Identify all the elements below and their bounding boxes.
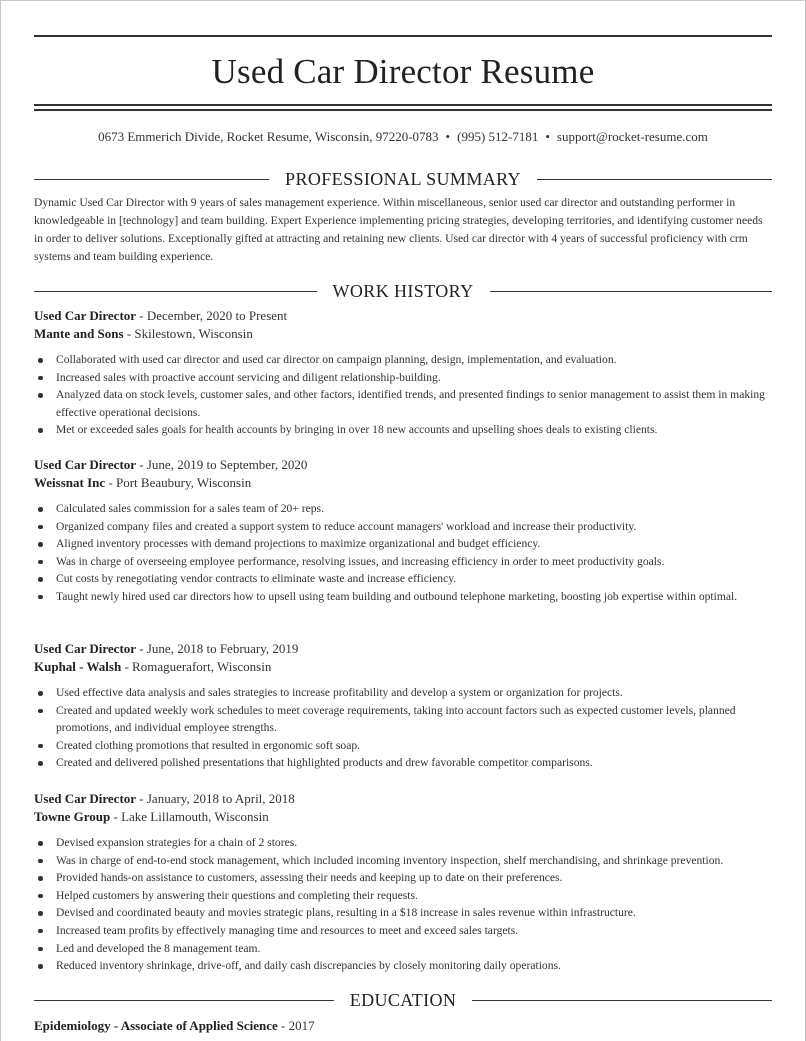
company-name: Weissnat Inc — [34, 475, 106, 490]
job-entry — [34, 790, 772, 975]
job-entry — [34, 307, 772, 439]
heading-rule — [490, 291, 773, 292]
bullet-item: Increased team profits by effectively managing time and resources to meet and exceed sales targets. — [34, 922, 772, 940]
bullet-item: Calculated sales commission for a sales team of 20+ reps. — [34, 500, 772, 518]
job-company-line — [34, 325, 772, 343]
bullet-item: Used effective data analysis and sales strategies to increase profitability and develop a system or organization for projects. — [34, 684, 772, 702]
education-entry — [34, 1017, 772, 1035]
section-heading-summary — [34, 169, 772, 189]
bullet-item: Created and updated weekly work schedules to meet coverage requirements, taking into account factors such as expected customer levels, planned promotions, and individual employee strengths. — [34, 702, 772, 737]
contact-separator: • — [545, 129, 550, 144]
education-degree: Associate of Applied Science — [120, 1018, 278, 1033]
contact-separator: • — [445, 129, 451, 144]
company-location: - Port Beaubury, Wisconsin — [105, 475, 252, 490]
heading-rule — [537, 179, 772, 180]
heading-rule — [472, 1000, 772, 1001]
job-entry — [34, 640, 772, 772]
summary-text: Dynamic Used Car Director with 9 years of sales management experience. Within miscellaneous, senior used car director and outstanding performer in knowledgeable in [technology] and team building. Expert Experience implementing pricing strategies, developing territories, and identifying customer needs in order to deliver solutions. Exceptionally gifted at attracting and retaining new clients. Used car director with 4 years of successful proficiency with crm systems and team building experience. — [34, 196, 763, 263]
bullet-item: Was in charge of end-to-end stock management, which included incoming inventory inspection, shelf merchandising, and shrinkage prevention. — [34, 852, 772, 870]
bullet-item: Created clothing promotions that resulted in ergonomic soft soap. — [34, 737, 772, 755]
job-title: Used Car Director — [34, 791, 137, 806]
section-heading-education — [34, 990, 772, 1010]
top-rule — [34, 35, 772, 37]
job-title-line — [34, 640, 772, 658]
company-name: Mante and Sons — [34, 326, 124, 341]
education-field: Epidemiology — [34, 1018, 111, 1033]
contact-line — [34, 128, 772, 146]
education-year: - 2017 — [277, 1018, 315, 1033]
bullet-item: Provided hands-on assistance to customers, assessing their needs and keeping up to date on their preferences. — [34, 869, 772, 887]
bullet-item: Aligned inventory processes with demand projections to maximize organizational and budget efficiency. — [34, 535, 772, 553]
bullet-item: Organized company files and created a support system to reduce account managers' workload and increase their productivity. — [34, 518, 772, 536]
job-company-line — [34, 658, 772, 676]
education-separator: - — [110, 1018, 121, 1033]
section-title: WORK HISTORY — [332, 281, 474, 301]
bullet-item: Analyzed data on stock levels, customer sales, and other factors, identified trends, and presented findings to senior management to assist them in making effective operational decisions. — [34, 386, 772, 421]
bullet-item: Reduced inventory shrinkage, drive-off, and daily cash discrepancies by closely monitoring daily operations. — [34, 957, 772, 975]
resume-title: Used Car Director Resume — [211, 52, 595, 91]
company-name: Kuphal - Walsh — [34, 659, 122, 674]
bullet-item: Helped customers by answering their questions and completing their requests. — [34, 887, 772, 905]
job-entry — [34, 456, 772, 606]
bullet-item: Taught newly hired used car directors how to upsell using team building and outbound telephone marketing, boosting job expertise within optimal. — [34, 588, 772, 606]
job-title-line — [34, 307, 772, 325]
title-double-rule — [34, 104, 772, 111]
job-dates: - December, 2020 to Present — [136, 308, 288, 323]
bullet-item: Increased sales with proactive account servicing and diligent relationship-building. — [34, 369, 772, 387]
company-location: - Lake Lillamouth, Wisconsin — [110, 809, 269, 824]
company-location: - Skilestown, Wisconsin — [123, 326, 253, 341]
company-name: Towne Group — [34, 809, 111, 824]
job-company-line — [34, 808, 772, 826]
heading-rule — [34, 179, 269, 180]
job-title-line — [34, 790, 772, 808]
job-bullets — [34, 500, 772, 606]
job-dates: - June, 2019 to September, 2020 — [136, 457, 308, 472]
bullet-item: Collaborated with used car director and used car director on campaign planning, design, implementation, and evaluation. — [34, 351, 772, 369]
job-title: Used Car Director — [34, 457, 137, 472]
job-bullets — [34, 834, 772, 975]
section-title: PROFESSIONAL SUMMARY — [285, 169, 521, 189]
heading-rule — [34, 291, 317, 292]
company-location: - Romaguerafort, Wisconsin — [121, 659, 272, 674]
heading-rule — [34, 1000, 334, 1001]
job-bullets — [34, 684, 772, 772]
job-dates: - January, 2018 to April, 2018 — [136, 791, 295, 806]
job-dates: - June, 2018 to February, 2019 — [136, 641, 299, 656]
job-title-line — [34, 456, 772, 474]
bullet-item: Devised expansion strategies for a chain of 2 stores. — [34, 834, 772, 852]
job-bullets — [34, 351, 772, 439]
section-heading-work — [34, 281, 772, 301]
bullet-item: Was in charge of overseeing employee performance, resolving issues, and increasing efficiency in order to meet productivity goals. — [34, 553, 772, 571]
contact-phone: (995) 512-7181 — [457, 129, 539, 144]
contact-address: 0673 Emmerich Divide, Rocket Resume, Wisconsin, 97220-0783 — [98, 129, 439, 144]
job-company-line — [34, 474, 772, 492]
bullet-item: Created and delivered polished presentations that highlighted products and drew favorable competitor comparisons. — [34, 754, 772, 772]
job-title: Used Car Director — [34, 308, 137, 323]
job-title: Used Car Director — [34, 641, 137, 656]
bullet-item: Cut costs by renegotiating vendor contracts to eliminate waste and increase efficiency. — [34, 570, 772, 588]
contact-email: support@rocket-resume.com — [556, 129, 708, 144]
bullet-item: Led and developed the 8 management team. — [34, 940, 772, 958]
section-title: EDUCATION — [349, 990, 457, 1010]
bullet-item: Devised and coordinated beauty and movies strategic plans, resulting in a $18 increase in sales revenue within infrastructure. — [34, 904, 772, 922]
bullet-item: Met or exceeded sales goals for health accounts by bringing in over 18 new accounts and upselling shoes deals to existing clients. — [34, 421, 772, 439]
